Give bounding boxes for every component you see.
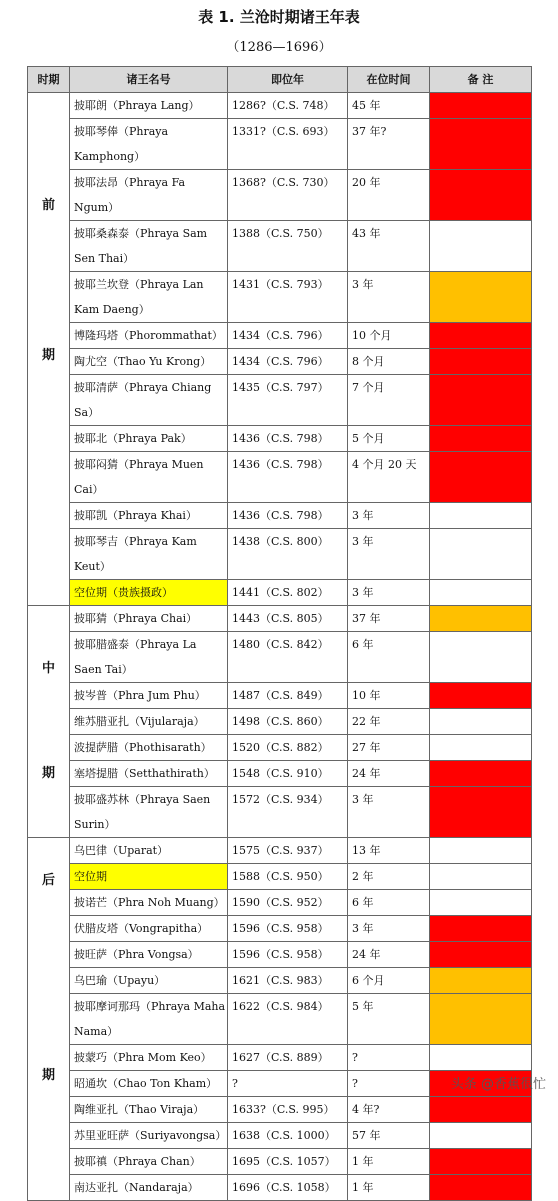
note-color-cell bbox=[430, 968, 532, 994]
reign-duration-cell: 57 年 bbox=[348, 1123, 430, 1149]
reign-duration-cell: ? bbox=[348, 1071, 430, 1097]
king-name-cell: 乌巴律（Uparat） bbox=[70, 838, 228, 864]
accession-year-cell: 1633?（C.S. 995） bbox=[228, 1097, 348, 1123]
accession-year-cell: 1596（C.S. 958） bbox=[228, 942, 348, 968]
reign-duration-cell: 10 个月 bbox=[348, 323, 430, 349]
note-color-cell bbox=[430, 221, 532, 272]
reign-duration-cell: 2 年 bbox=[348, 864, 430, 890]
reign-duration-cell: 6 个月 bbox=[348, 968, 430, 994]
table-row bbox=[28, 942, 532, 968]
king-name-cell: 披耶腊盛泰（Phraya La Saen Tai） bbox=[70, 632, 228, 683]
accession-year-cell: 1431（C.S. 793） bbox=[228, 272, 348, 323]
header-duration: 在位时间 bbox=[348, 67, 430, 93]
king-name-cell: 披岑普（Phra Jum Phu） bbox=[70, 683, 228, 709]
accession-year-cell: ? bbox=[228, 1071, 348, 1097]
reign-duration-cell: 3 年 bbox=[348, 272, 430, 323]
reign-duration-cell: 7 个月 bbox=[348, 375, 430, 426]
reign-duration-cell: 3 年 bbox=[348, 916, 430, 942]
reign-duration-cell: 1 年 bbox=[348, 1149, 430, 1175]
period-cell bbox=[28, 606, 70, 838]
accession-year-cell: 1331?（C.S. 693） bbox=[228, 119, 348, 170]
reign-duration-cell: 27 年 bbox=[348, 735, 430, 761]
period-label: 中 bbox=[41, 661, 55, 676]
reign-duration-cell: 4 年? bbox=[348, 1097, 430, 1123]
period-label: 后 bbox=[41, 873, 55, 888]
table-row bbox=[28, 968, 532, 994]
king-name-cell: 披耶凯（Phraya Khai） bbox=[70, 503, 228, 529]
table-row bbox=[28, 221, 532, 272]
note-color-cell bbox=[430, 838, 532, 864]
king-name-cell: 苏里亚旺萨（Suriyavongsa） bbox=[70, 1123, 228, 1149]
reign-duration-cell: 3 年 bbox=[348, 529, 430, 580]
accession-year-cell: 1438（C.S. 800） bbox=[228, 529, 348, 580]
table-row bbox=[28, 375, 532, 426]
note-color-cell bbox=[430, 916, 532, 942]
king-name-cell: 南达亚扎（Nandaraja） bbox=[70, 1175, 228, 1201]
table-row bbox=[28, 1045, 532, 1071]
note-color-cell bbox=[430, 994, 532, 1045]
reign-duration-cell: 37 年? bbox=[348, 119, 430, 170]
king-name-cell: 披耶摩诃那玛（Phraya Maha Nama） bbox=[70, 994, 228, 1045]
table-title: 表 1. 兰沧时期诸王年表 bbox=[198, 8, 360, 26]
table-row bbox=[28, 864, 532, 890]
table-row bbox=[28, 683, 532, 709]
note-color-cell bbox=[430, 1045, 532, 1071]
table-row bbox=[28, 580, 532, 606]
reign-duration-cell: ? bbox=[348, 1045, 430, 1071]
table-row bbox=[28, 606, 532, 632]
accession-year-cell: 1388（C.S. 750） bbox=[228, 221, 348, 272]
king-name-cell: 披蒙巧（Phra Mom Keo） bbox=[70, 1045, 228, 1071]
accession-year-cell: 1368?（C.S. 730） bbox=[228, 170, 348, 221]
accession-year-cell: 1436（C.S. 798） bbox=[228, 452, 348, 503]
king-name-cell: 披耶琴吉（Phraya Kam Keut） bbox=[70, 529, 228, 580]
king-name-cell: 波提萨腊（Phothisarath） bbox=[70, 735, 228, 761]
accession-year-cell: 1436（C.S. 798） bbox=[228, 503, 348, 529]
note-color-cell bbox=[430, 323, 532, 349]
table-subtitle: （1286—1696） bbox=[226, 40, 332, 55]
table-row bbox=[28, 1149, 532, 1175]
table-row bbox=[28, 426, 532, 452]
king-name-cell: 乌巴瑜（Upayu） bbox=[70, 968, 228, 994]
reign-duration-cell: 1 年 bbox=[348, 1175, 430, 1201]
table-row bbox=[28, 1123, 532, 1149]
period-label: 期 bbox=[41, 1068, 55, 1083]
note-color-cell bbox=[430, 683, 532, 709]
king-name-cell: 昭通坎（Chao Ton Kham） bbox=[70, 1071, 228, 1097]
reign-duration-cell: 4 个月 20 天 bbox=[348, 452, 430, 503]
king-name-cell: 塞塔提腊（Setthathirath） bbox=[70, 761, 228, 787]
header-period: 时期 bbox=[28, 67, 70, 93]
reign-duration-cell: 20 年 bbox=[348, 170, 430, 221]
table-row bbox=[28, 119, 532, 170]
reign-duration-cell: 5 年 bbox=[348, 994, 430, 1045]
accession-year-cell: 1434（C.S. 796） bbox=[228, 349, 348, 375]
header-name: 诸王名号 bbox=[70, 67, 228, 93]
table-row bbox=[28, 1097, 532, 1123]
note-color-cell bbox=[430, 632, 532, 683]
note-color-cell bbox=[430, 529, 532, 580]
accession-year-cell: 1434（C.S. 796） bbox=[228, 323, 348, 349]
accession-year-cell: 1596（C.S. 958） bbox=[228, 916, 348, 942]
reign-table bbox=[27, 66, 532, 1201]
table-row bbox=[28, 93, 532, 119]
king-name-cell: 披耶朗（Phraya Lang） bbox=[70, 93, 228, 119]
reign-duration-cell: 6 年 bbox=[348, 632, 430, 683]
table-row bbox=[28, 272, 532, 323]
king-name-cell: 伏腊皮塔（Vongrapitha） bbox=[70, 916, 228, 942]
table-row bbox=[28, 735, 532, 761]
table-row bbox=[28, 529, 532, 580]
king-name-cell: 维苏腊亚扎（Vijularaja） bbox=[70, 709, 228, 735]
king-name-cell: 披耶北（Phraya Pak） bbox=[70, 426, 228, 452]
reign-duration-cell: 8 个月 bbox=[348, 349, 430, 375]
note-color-cell bbox=[430, 864, 532, 890]
accession-year-cell: 1590（C.S. 952） bbox=[228, 890, 348, 916]
note-color-cell bbox=[430, 761, 532, 787]
note-color-cell bbox=[430, 787, 532, 838]
table-row bbox=[28, 838, 532, 864]
note-color-cell bbox=[430, 375, 532, 426]
king-name-cell: 空位期（贵族摄政） bbox=[70, 580, 228, 606]
accession-year-cell: 1548（C.S. 910） bbox=[228, 761, 348, 787]
king-name-cell: 披旺萨（Phra Vongsa） bbox=[70, 942, 228, 968]
accession-year-cell: 1480（C.S. 842） bbox=[228, 632, 348, 683]
table-row bbox=[28, 890, 532, 916]
period-label: 期 bbox=[41, 348, 55, 363]
reign-duration-cell: 45 年 bbox=[348, 93, 430, 119]
note-color-cell bbox=[430, 426, 532, 452]
king-name-cell: 披耶禛（Phraya Chan） bbox=[70, 1149, 228, 1175]
note-color-cell bbox=[430, 93, 532, 119]
note-color-cell bbox=[430, 1097, 532, 1123]
king-name-cell: 披耶琴俸（Phraya Kamphong） bbox=[70, 119, 228, 170]
king-name-cell: 陶尤空（Thao Yu Krong） bbox=[70, 349, 228, 375]
table-row bbox=[28, 349, 532, 375]
accession-year-cell: 1627（C.S. 889） bbox=[228, 1045, 348, 1071]
table-row bbox=[28, 709, 532, 735]
accession-year-cell: 1520（C.S. 882） bbox=[228, 735, 348, 761]
table-row bbox=[28, 1175, 532, 1201]
note-color-cell bbox=[430, 1175, 532, 1201]
reign-duration-cell: 5 个月 bbox=[348, 426, 430, 452]
king-name-cell: 披耶闷猜（Phraya Muen Cai） bbox=[70, 452, 228, 503]
accession-year-cell: 1622（C.S. 984） bbox=[228, 994, 348, 1045]
note-color-cell bbox=[430, 942, 532, 968]
note-color-cell bbox=[430, 606, 532, 632]
accession-year-cell: 1588（C.S. 950） bbox=[228, 864, 348, 890]
reign-duration-cell: 3 年 bbox=[348, 503, 430, 529]
accession-year-cell: 1695（C.S. 1057） bbox=[228, 1149, 348, 1175]
watermark: 头条 @香蕉很忙 bbox=[450, 1077, 546, 1092]
king-name-cell: 空位期 bbox=[70, 864, 228, 890]
accession-year-cell: 1621（C.S. 983） bbox=[228, 968, 348, 994]
reign-duration-cell: 6 年 bbox=[348, 890, 430, 916]
king-name-cell: 披耶兰坎登（Phraya Lan Kam Daeng） bbox=[70, 272, 228, 323]
note-color-cell bbox=[430, 709, 532, 735]
accession-year-cell: 1696（C.S. 1058） bbox=[228, 1175, 348, 1201]
note-color-cell bbox=[430, 272, 532, 323]
table-row bbox=[28, 323, 532, 349]
king-name-cell: 披诺芒（Phra Noh Muang） bbox=[70, 890, 228, 916]
note-color-cell bbox=[430, 119, 532, 170]
period-label: 前 bbox=[41, 198, 55, 213]
table-row bbox=[28, 994, 532, 1045]
king-name-cell: 披耶猜（Phraya Chai） bbox=[70, 606, 228, 632]
table-row bbox=[28, 503, 532, 529]
accession-year-cell: 1498（C.S. 860） bbox=[228, 709, 348, 735]
table-body bbox=[28, 93, 532, 1201]
note-color-cell bbox=[430, 580, 532, 606]
note-color-cell bbox=[430, 1123, 532, 1149]
accession-year-cell: 1435（C.S. 797） bbox=[228, 375, 348, 426]
period-label: 期 bbox=[41, 766, 55, 781]
header-note: 备 注 bbox=[430, 67, 532, 93]
table-row bbox=[28, 787, 532, 838]
reign-duration-cell: 24 年 bbox=[348, 761, 430, 787]
accession-year-cell: 1487（C.S. 849） bbox=[228, 683, 348, 709]
king-name-cell: 披耶清萨（Phraya Chiang Sa） bbox=[70, 375, 228, 426]
table-header-row bbox=[28, 67, 532, 93]
king-name-cell: 披耶桑森泰（Phraya Sam Sen Thai） bbox=[70, 221, 228, 272]
table-row bbox=[28, 761, 532, 787]
note-color-cell bbox=[430, 452, 532, 503]
header-accession: 即位年 bbox=[228, 67, 348, 93]
reign-duration-cell: 43 年 bbox=[348, 221, 430, 272]
note-color-cell bbox=[430, 735, 532, 761]
table-row bbox=[28, 916, 532, 942]
period-cell bbox=[28, 838, 70, 1201]
reign-duration-cell: 3 年 bbox=[348, 580, 430, 606]
accession-year-cell: 1436（C.S. 798） bbox=[228, 426, 348, 452]
reign-duration-cell: 13 年 bbox=[348, 838, 430, 864]
reign-duration-cell: 24 年 bbox=[348, 942, 430, 968]
note-color-cell bbox=[430, 503, 532, 529]
accession-year-cell: 1638（C.S. 1000） bbox=[228, 1123, 348, 1149]
reign-duration-cell: 3 年 bbox=[348, 787, 430, 838]
reign-duration-cell: 10 年 bbox=[348, 683, 430, 709]
king-name-cell: 博隆玛塔（Phorommathat） bbox=[70, 323, 228, 349]
accession-year-cell: 1575（C.S. 937） bbox=[228, 838, 348, 864]
accession-year-cell: 1443（C.S. 805） bbox=[228, 606, 348, 632]
note-color-cell bbox=[430, 1149, 532, 1175]
period-cell bbox=[28, 93, 70, 606]
accession-year-cell: 1572（C.S. 934） bbox=[228, 787, 348, 838]
note-color-cell bbox=[430, 170, 532, 221]
note-color-cell bbox=[430, 349, 532, 375]
king-name-cell: 披耶盛苏林（Phraya Saen Surin） bbox=[70, 787, 228, 838]
accession-year-cell: 1441（C.S. 802） bbox=[228, 580, 348, 606]
note-color-cell bbox=[430, 890, 532, 916]
reign-duration-cell: 37 年 bbox=[348, 606, 430, 632]
table-row bbox=[28, 170, 532, 221]
king-name-cell: 披耶法昂（Phraya Fa Ngum） bbox=[70, 170, 228, 221]
reign-duration-cell: 22 年 bbox=[348, 709, 430, 735]
king-name-cell: 陶维亚扎（Thao Viraja） bbox=[70, 1097, 228, 1123]
table-row bbox=[28, 452, 532, 503]
table-row bbox=[28, 632, 532, 683]
accession-year-cell: 1286?（C.S. 748） bbox=[228, 93, 348, 119]
